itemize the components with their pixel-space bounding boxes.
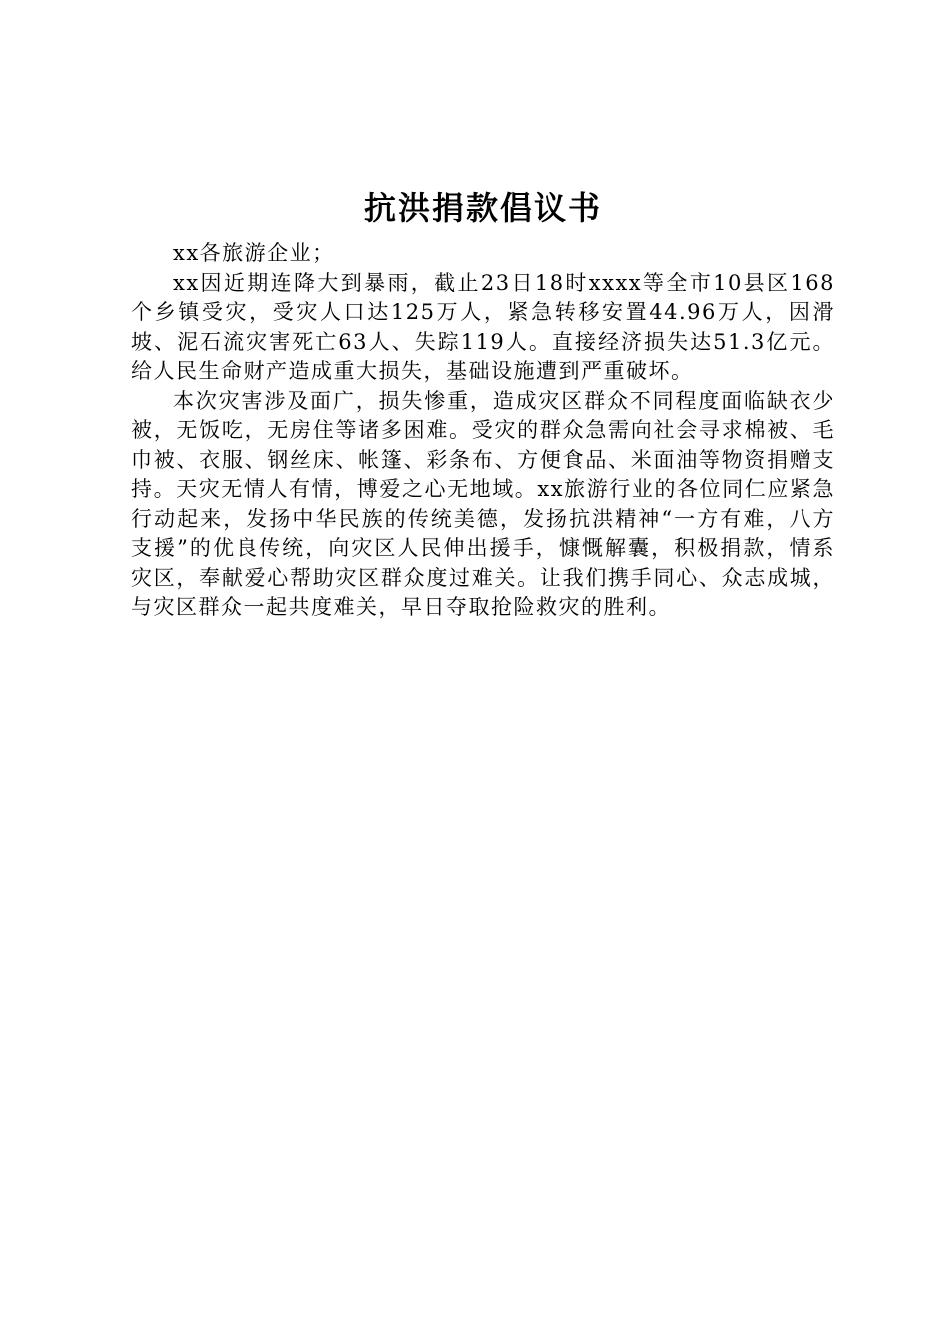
document-body: [131, 185, 835, 623]
document-title: 抗洪捐款倡议书: [363, 189, 602, 227]
salutation: xx各旅游企业；: [173, 241, 335, 265]
paragraph-appeal: 本次灾害涉及面广，损失惨重，造成灾区群众不同程度面临缺衣少被，无饭吃，无房住等诸多困难。受灾的群众急需向社会寻求棉被、毛巾被、衣服、钢丝床、帐篷、彩条布、方便食品、米面油等物资捐赠支持。天灾无情人有情，博爱之心无地域。xx旅游行业的各位同仁应紧急行动起来，发扬中华民族的传统美德，发扬抗洪精神“一方有难，八方支援”的优良传统，向灾区人民伸出援手，慷慨解囊，积极捐款，情系灾区，奉献爱心帮助灾区群众度过难关。让我们携手同心、众志成城，与灾区群众一起共度难关，早日夺取抢险救灾的胜利。: [131, 388, 835, 619]
paragraph-disaster-summary: xx因近期连降大到暴雨，截止23日18时xxxx等全市10县区168个乡镇受灾，受灾人口达125万人，紧急转移安置44.96万人，因滑坡、泥石流灾害死亡63人、失踪119人。直接经济损失达51.3亿元。给人民生命财产造成重大损失，基础设施遭到严重破坏。: [131, 270, 835, 383]
